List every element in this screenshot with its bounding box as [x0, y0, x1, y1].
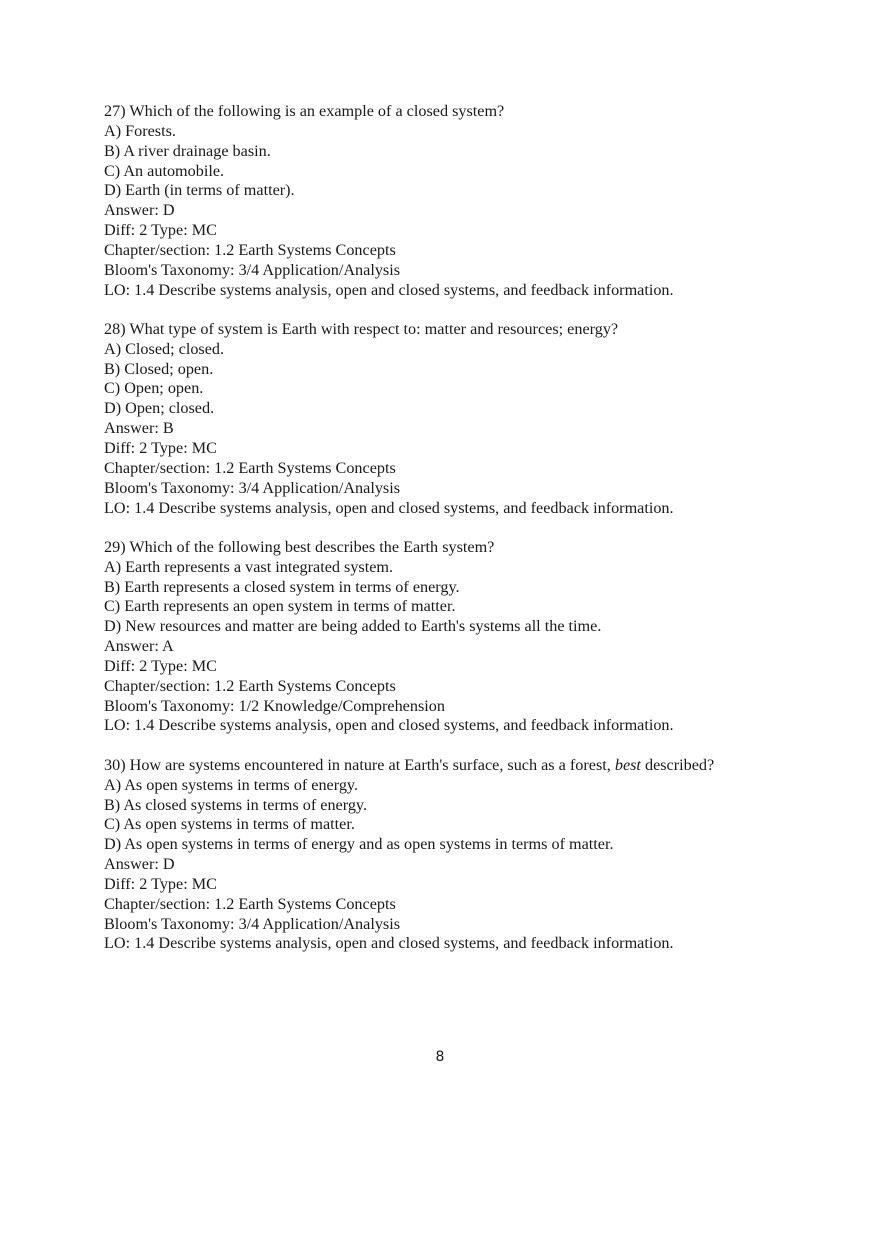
option-c: C) An automobile.	[104, 161, 225, 180]
chapter-line: Chapter/section: 1.2 Earth Systems Concepts	[104, 676, 396, 695]
option-d: D) Open; closed.	[104, 399, 215, 418]
question-29	[104, 538, 844, 736]
difficulty-line: Diff: 2 Type: MC	[104, 874, 217, 893]
option-a: A) Closed; closed.	[104, 339, 225, 358]
learning-objective-line: LO: 1.4 Describe systems analysis, open and closed systems, and feedback information.	[104, 498, 674, 517]
bloom-line: Bloom's Taxonomy: 3/4 Application/Analysis	[104, 914, 401, 933]
answer-line: Answer: A	[104, 637, 174, 656]
answer-line: Answer: D	[104, 201, 175, 220]
option-d: D) Earth (in terms of matter).	[104, 181, 295, 200]
option-c: C) As open systems in terms of matter.	[104, 815, 355, 834]
question-list	[104, 102, 844, 974]
option-a: A) As open systems in terms of energy.	[104, 775, 359, 794]
page-number: 8	[435, 1049, 445, 1065]
question-prompt	[104, 756, 844, 776]
chapter-line: Chapter/section: 1.2 Earth Systems Concepts	[104, 240, 396, 259]
bloom-line: Bloom's Taxonomy: 3/4 Application/Analysis	[104, 478, 401, 497]
bloom-line: Bloom's Taxonomy: 1/2 Knowledge/Comprehension	[104, 696, 445, 715]
difficulty-line: Diff: 2 Type: MC	[104, 221, 217, 240]
prompt-text-end: described?	[640, 755, 715, 774]
difficulty-line: Diff: 2 Type: MC	[104, 656, 217, 675]
question-prompt: 28) What type of system is Earth with respect to: matter and resources; energy?	[104, 319, 619, 338]
question-28	[104, 320, 844, 518]
option-d: D) As open systems in terms of energy and as open systems in terms of matter.	[104, 835, 614, 854]
option-c: C) Earth represents an open system in terms of matter.	[104, 597, 456, 616]
question-30	[104, 756, 844, 954]
question-27	[104, 102, 844, 300]
learning-objective-line: LO: 1.4 Describe systems analysis, open and closed systems, and feedback information.	[104, 716, 674, 735]
option-b: B) A river drainage basin.	[104, 141, 271, 160]
option-d: D) New resources and matter are being added to Earth's systems all the time.	[104, 617, 602, 636]
difficulty-line: Diff: 2 Type: MC	[104, 439, 217, 457]
answer-line: Answer: B	[104, 419, 174, 438]
option-c: C) Open; open.	[104, 379, 204, 398]
answer-line: Answer: D	[104, 855, 175, 874]
prompt-emphasis: best	[614, 755, 641, 774]
learning-objective-line: LO: 1.4 Describe systems analysis, open and closed systems, and feedback information.	[104, 934, 674, 953]
option-a: A) Forests.	[104, 121, 176, 140]
option-b: B) Earth represents a closed system in terms of energy.	[104, 577, 460, 596]
option-b: B) Closed; open.	[104, 359, 214, 378]
bloom-line: Bloom's Taxonomy: 3/4 Application/Analysis	[104, 260, 401, 279]
question-prompt: 27) Which of the following is an example of a closed system?	[104, 102, 505, 120]
option-a: A) Earth represents a vast integrated system.	[104, 557, 394, 576]
chapter-line: Chapter/section: 1.2 Earth Systems Concepts	[104, 894, 396, 913]
learning-objective-line: LO: 1.4 Describe systems analysis, open and closed systems, and feedback information.	[104, 280, 674, 299]
option-b: B) As closed systems in terms of energy.	[104, 795, 368, 814]
chapter-line: Chapter/section: 1.2 Earth Systems Concepts	[104, 458, 396, 477]
question-prompt: 29) Which of the following best describes the Earth system?	[104, 537, 495, 556]
prompt-text-start: 30) How are systems encountered in nature at Earth's surface, such as a forest,	[104, 755, 615, 774]
